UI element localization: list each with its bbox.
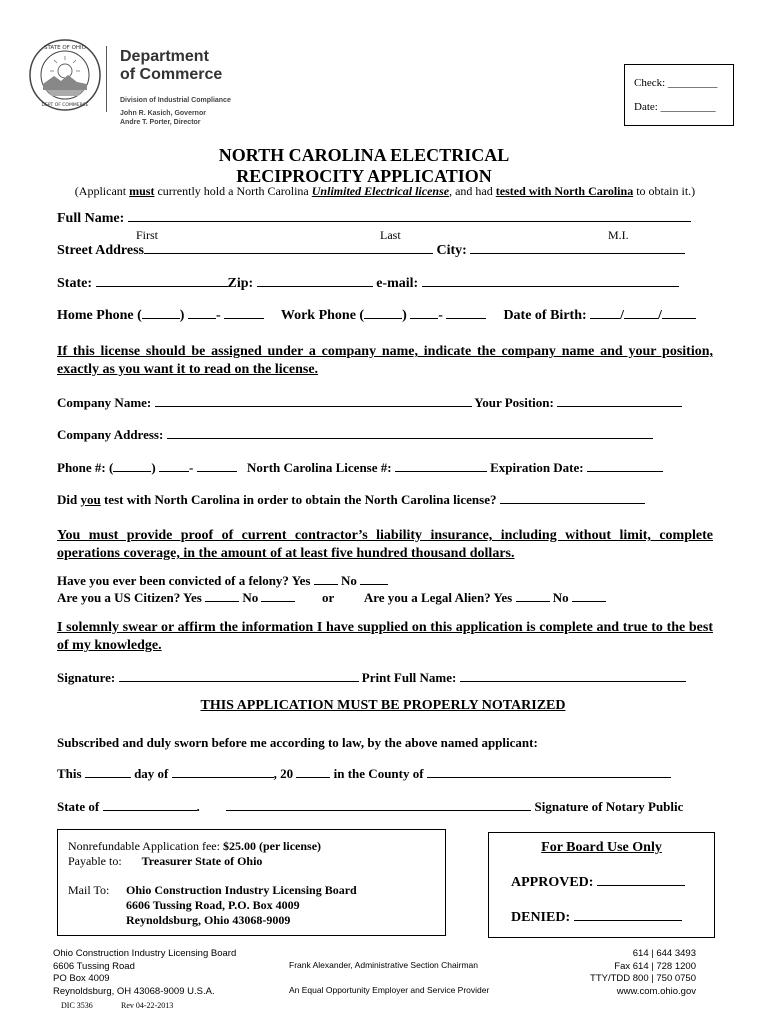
- state-of-label: State of: [57, 799, 100, 814]
- check-label: Check:: [634, 77, 666, 89]
- alien-no-input[interactable]: [572, 600, 606, 602]
- fee-label: Nonrefundable Application fee:: [68, 839, 220, 853]
- payable-value: Treasurer State of Ohio: [141, 854, 263, 868]
- denied-input[interactable]: [574, 919, 682, 921]
- dob-label: Date of Birth:: [503, 308, 587, 323]
- citizen-yes-label: Yes: [183, 590, 202, 605]
- mail-line2: 6606 Tussing Road, P.O. Box 4009: [126, 898, 300, 912]
- date-field[interactable]: [634, 101, 716, 113]
- felony-label: Have you ever been convicted of a felony?: [57, 573, 289, 588]
- footer-left4: Reynoldsburg, OH 43068-9009 U.S.A.: [53, 985, 215, 997]
- notary-state-row: [57, 799, 683, 815]
- home-phone-dash: -: [215, 308, 221, 323]
- department-title: [120, 48, 222, 84]
- citizen-label: Are you a US Citizen?: [57, 590, 181, 605]
- signature-input[interactable]: [119, 680, 359, 682]
- twenty-label: , 20: [273, 766, 294, 781]
- sworn-text: Subscribed and duly sworn before me according to law, by the above named applicant:: [57, 735, 538, 750]
- date-blank: __________: [660, 101, 716, 113]
- footer-tty: TTY/TDD 800 | 750 0750: [590, 973, 696, 984]
- mi-label: M.I.: [608, 228, 629, 242]
- email-input[interactable]: [422, 285, 679, 287]
- last-label: Last: [380, 228, 401, 242]
- state-row: [57, 276, 679, 292]
- notary-date-row: [57, 766, 671, 782]
- ohio-seal-icon: [28, 38, 102, 112]
- footer-website[interactable]: www.com.ohio.gov: [616, 985, 696, 997]
- form-revision: Rev 04-22-2013: [121, 1001, 174, 1010]
- approved-input[interactable]: [597, 884, 685, 886]
- company-phone-dash: -: [188, 460, 194, 475]
- fee-box: [57, 829, 446, 936]
- check-date-box: [624, 64, 734, 126]
- county-label: in the County of: [333, 766, 424, 781]
- or-label: or: [321, 590, 335, 605]
- sub-c: , and had: [449, 184, 496, 198]
- citizen-no-input[interactable]: [261, 600, 295, 602]
- state-label: State:: [57, 276, 92, 291]
- mail-line3: Reynoldsburg, Ohio 43068-9009: [126, 913, 291, 927]
- did-you-you: you: [80, 492, 101, 507]
- state-period: .: [196, 799, 200, 814]
- nc-license-input[interactable]: [395, 470, 487, 472]
- first-label: First: [136, 228, 159, 242]
- home-phone-label: Home Phone (: [57, 308, 142, 323]
- company-address-input[interactable]: [167, 437, 653, 439]
- did-you-test-row: [57, 492, 645, 508]
- home-phone-number[interactable]: [224, 317, 264, 319]
- footer-address: [53, 948, 236, 998]
- city-input[interactable]: [470, 252, 685, 254]
- footer-contact: [560, 948, 696, 998]
- street-label: Street Address: [57, 243, 144, 258]
- sub-b: currently hold a North Carolina: [154, 184, 312, 198]
- work-phone-area[interactable]: [364, 317, 402, 319]
- company-name-label: Company Name:: [57, 395, 152, 410]
- sub-d: to obtain it.): [633, 184, 696, 198]
- did-you-a: Did: [57, 492, 81, 507]
- street-input[interactable]: [144, 252, 433, 254]
- work-phone-prefix[interactable]: [410, 317, 438, 319]
- day-of-label: day of: [134, 766, 169, 781]
- mail-address: [126, 883, 357, 928]
- alien-label: Are you a Legal Alien?: [363, 590, 491, 605]
- dob-slash1: /: [620, 308, 625, 323]
- full-name-row: [57, 211, 691, 227]
- home-phone-close: ): [179, 308, 185, 323]
- signature-label: Signature:: [57, 670, 116, 685]
- did-you-test-input[interactable]: [500, 502, 645, 504]
- expiration-input[interactable]: [587, 470, 663, 472]
- approved-label: APPROVED:: [511, 875, 594, 890]
- division-name: Division of Industrial Compliance: [120, 97, 231, 104]
- company-phone-prefix[interactable]: [159, 470, 189, 472]
- alien-no-label: No: [552, 590, 569, 605]
- company-phone-row: [57, 460, 663, 476]
- footer-eoe: An Equal Opportunity Employer and Service Provider: [289, 985, 490, 995]
- full-name-label: Full Name:: [57, 211, 125, 226]
- sub-must: must: [129, 184, 155, 198]
- company-phone-number[interactable]: [197, 470, 237, 472]
- denied-row: [511, 910, 682, 926]
- mail-to-label: Mail To:: [68, 883, 110, 897]
- fee-value: $25.00 (per license): [222, 839, 322, 853]
- state-input[interactable]: [96, 285, 228, 287]
- company-phone-label: Phone #: (: [57, 460, 114, 475]
- board-use-heading: For Board Use Only: [541, 840, 662, 855]
- citizen-row: [57, 590, 606, 606]
- company-phone-close: ): [151, 460, 156, 475]
- street-row: [57, 243, 685, 259]
- footer-phone: 614 | 644 3493: [632, 948, 696, 959]
- check-field[interactable]: [634, 77, 717, 89]
- form-title: [0, 145, 728, 187]
- company-name-row: [57, 395, 682, 411]
- notary-heading: THIS APPLICATION MUST BE PROPERLY NOTARIZED: [200, 698, 566, 713]
- felony-no-input[interactable]: [360, 583, 388, 585]
- denied-label: DENIED:: [511, 910, 571, 925]
- work-phone-close: ): [402, 308, 407, 323]
- footer-fax: Fax 614 | 728 1200: [614, 960, 696, 972]
- dob-month[interactable]: [590, 317, 620, 319]
- header-divider: [106, 46, 107, 112]
- full-name-input[interactable]: [128, 220, 691, 222]
- payable-line: [68, 854, 262, 869]
- dob-year[interactable]: [662, 317, 696, 319]
- nc-license-label: North Carolina License #:: [247, 460, 392, 475]
- citizen-no-label: No: [242, 590, 259, 605]
- work-phone-dash: -: [438, 308, 443, 323]
- felony-yes-label: Yes: [291, 573, 311, 588]
- sub-a: (Applicant: [74, 184, 130, 198]
- notary-state-input[interactable]: [103, 809, 197, 811]
- zip-input[interactable]: [257, 285, 373, 287]
- alien-yes-input[interactable]: [516, 600, 550, 602]
- insurance-notice: You must provide proof of current contractor’s liability insurance, including without limit, complete operations coverage, in the amount of at least five hundred thousand dollars.: [57, 528, 713, 561]
- approved-row: [511, 875, 685, 891]
- date-label: Date:: [634, 101, 658, 113]
- oath-text: I solemnly swear or affirm the information I have supplied on this application is complete and true to the best of my knowledge.: [57, 620, 713, 653]
- notary-day-input[interactable]: [85, 776, 131, 778]
- mail-line1: Ohio Construction Industry Licensing Board: [126, 883, 357, 897]
- citizen-yes-input[interactable]: [205, 600, 239, 602]
- title-line2: RECIPROCITY APPLICATION: [236, 166, 492, 186]
- governor: John R. Kasich, Governor: [120, 110, 206, 117]
- svg-text:STATE OF OHIO: STATE OF OHIO: [44, 45, 86, 51]
- ohio-seal: [28, 38, 102, 112]
- home-phone-area[interactable]: [142, 317, 180, 319]
- home-phone-prefix[interactable]: [188, 317, 216, 319]
- svg-text:DEPT OF COMMERCE: DEPT OF COMMERCE: [41, 103, 89, 108]
- felony-no-label: No: [340, 573, 357, 588]
- email-label: e-mail:: [376, 276, 419, 291]
- city-label: City:: [436, 243, 467, 258]
- expiration-label: Expiration Date:: [490, 460, 584, 475]
- position-label: Your Position:: [474, 395, 554, 410]
- notary-signature-label: Signature of Notary Public: [534, 799, 684, 814]
- fee-line: [68, 839, 321, 854]
- footer-chairman: Frank Alexander, Administrative Section Chairman: [289, 960, 478, 970]
- sub-tested: tested with North Carolina: [495, 184, 634, 198]
- notary-month-input[interactable]: [172, 776, 274, 778]
- check-blank: _________: [667, 77, 718, 89]
- felony-yes-input[interactable]: [314, 583, 338, 585]
- notary-county-input[interactable]: [427, 776, 671, 778]
- alien-yes-label: Yes: [493, 590, 513, 605]
- did-you-b: test with North Carolina in order to obtain the North Carolina license?: [100, 492, 497, 507]
- payable-label: Payable to:: [68, 854, 122, 868]
- work-phone-label: Work Phone (: [280, 308, 365, 323]
- notary-year-input[interactable]: [296, 776, 330, 778]
- signature-row: [57, 670, 686, 686]
- footer-left1: Ohio Construction Industry Licensing Board: [53, 948, 237, 959]
- footer-left3: PO Box 4009: [53, 973, 110, 984]
- footer-left2: 6606 Tussing Road: [53, 960, 135, 972]
- company-address-row: [57, 427, 653, 443]
- board-use-box: [488, 832, 715, 938]
- felony-row: [57, 573, 388, 589]
- company-name-input[interactable]: [155, 405, 472, 407]
- title-subtitle: [0, 184, 770, 199]
- dob-slash2: /: [658, 308, 662, 323]
- notary-signature-input[interactable]: [226, 809, 531, 811]
- print-name-label: Print Full Name:: [361, 670, 457, 685]
- zip-label: Zip:: [227, 276, 254, 291]
- sub-license: Unlimited Electrical license: [311, 184, 450, 198]
- phone-row: [57, 308, 696, 324]
- dept-line1: Department: [120, 48, 209, 65]
- form-number: DIC 3536: [61, 1001, 93, 1010]
- dob-day[interactable]: [624, 317, 658, 319]
- title-line1: NORTH CAROLINA ELECTRICAL: [218, 145, 510, 165]
- print-name-input[interactable]: [460, 680, 686, 682]
- director: Andre T. Porter, Director: [120, 119, 201, 126]
- company-address-label: Company Address:: [57, 427, 164, 442]
- work-phone-number[interactable]: [446, 317, 486, 319]
- this-label: This: [57, 766, 82, 781]
- position-input[interactable]: [557, 405, 682, 407]
- dept-line2: of Commerce: [120, 66, 223, 83]
- company-notice: If this license should be assigned under a company name, indicate the company name and your position, exactly as you want it to read on the license.: [57, 344, 713, 377]
- company-phone-area[interactable]: [113, 470, 151, 472]
